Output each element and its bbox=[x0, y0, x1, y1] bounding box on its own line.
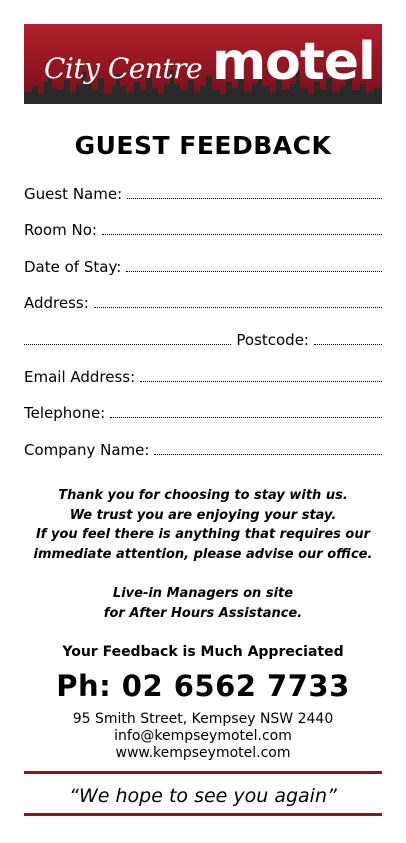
message-line: If you feel there is anything that requires our bbox=[35, 527, 371, 542]
email-label: Email Address: bbox=[24, 368, 136, 386]
form-title: GUEST FEEDBACK bbox=[74, 131, 332, 160]
guest-name-label: Guest Name: bbox=[24, 185, 123, 203]
email-field[interactable] bbox=[24, 366, 382, 386]
managers-line: Live-in Managers on site bbox=[112, 586, 294, 601]
address-field[interactable] bbox=[24, 292, 382, 312]
bottom-divider bbox=[24, 813, 382, 816]
contact-details bbox=[0, 711, 406, 762]
website-address: www.kempseymotel.com bbox=[115, 745, 291, 761]
postcode-line[interactable] bbox=[314, 344, 382, 345]
guest-name-line[interactable] bbox=[127, 198, 382, 199]
feedback-appreciated: Your Feedback is Much Appreciated bbox=[62, 644, 344, 660]
telephone-line[interactable] bbox=[110, 417, 382, 418]
telephone-label: Telephone: bbox=[24, 404, 106, 422]
room-no-label: Room No: bbox=[24, 221, 97, 239]
room-no-field[interactable] bbox=[24, 219, 382, 239]
top-divider bbox=[24, 771, 382, 774]
date-of-stay-label: Date of Stay: bbox=[24, 258, 122, 276]
thank-you-message bbox=[0, 486, 406, 564]
company-name-line[interactable] bbox=[154, 454, 382, 455]
email-line[interactable] bbox=[140, 381, 382, 382]
address-label: Address: bbox=[24, 294, 89, 312]
logo-bold-text: motel bbox=[212, 32, 375, 92]
message-line: immediate attention, please advise our office. bbox=[33, 546, 373, 562]
street-address: 95 Smith Street, Kempsey NSW 2440 bbox=[72, 711, 334, 727]
address-line[interactable] bbox=[94, 307, 382, 308]
date-of-stay-field[interactable] bbox=[24, 256, 382, 276]
message-line: Thank you for choosing to stay with us. bbox=[58, 488, 348, 503]
guest-name-field[interactable] bbox=[24, 183, 382, 203]
logo-script-text: City Centre bbox=[44, 52, 203, 85]
date-of-stay-line[interactable] bbox=[126, 271, 382, 272]
company-name-label: Company Name: bbox=[24, 441, 150, 459]
company-name-field[interactable] bbox=[24, 439, 382, 459]
phone-number: Ph: 02 6562 7733 bbox=[56, 669, 350, 703]
room-no-line[interactable] bbox=[102, 234, 382, 235]
email-address: info@kempseymotel.com bbox=[114, 728, 292, 744]
telephone-field[interactable] bbox=[24, 402, 382, 422]
closing-line: “We hope to see you again” bbox=[69, 785, 337, 807]
managers-line: for After Hours Assistance. bbox=[103, 605, 303, 621]
address-line-2[interactable] bbox=[24, 344, 231, 345]
postcode-field[interactable] bbox=[24, 329, 382, 349]
postcode-label: Postcode: bbox=[236, 331, 309, 349]
message-line: We trust you are enjoying your stay. bbox=[69, 507, 337, 523]
motel-logo bbox=[24, 24, 382, 104]
managers-message bbox=[0, 584, 406, 623]
